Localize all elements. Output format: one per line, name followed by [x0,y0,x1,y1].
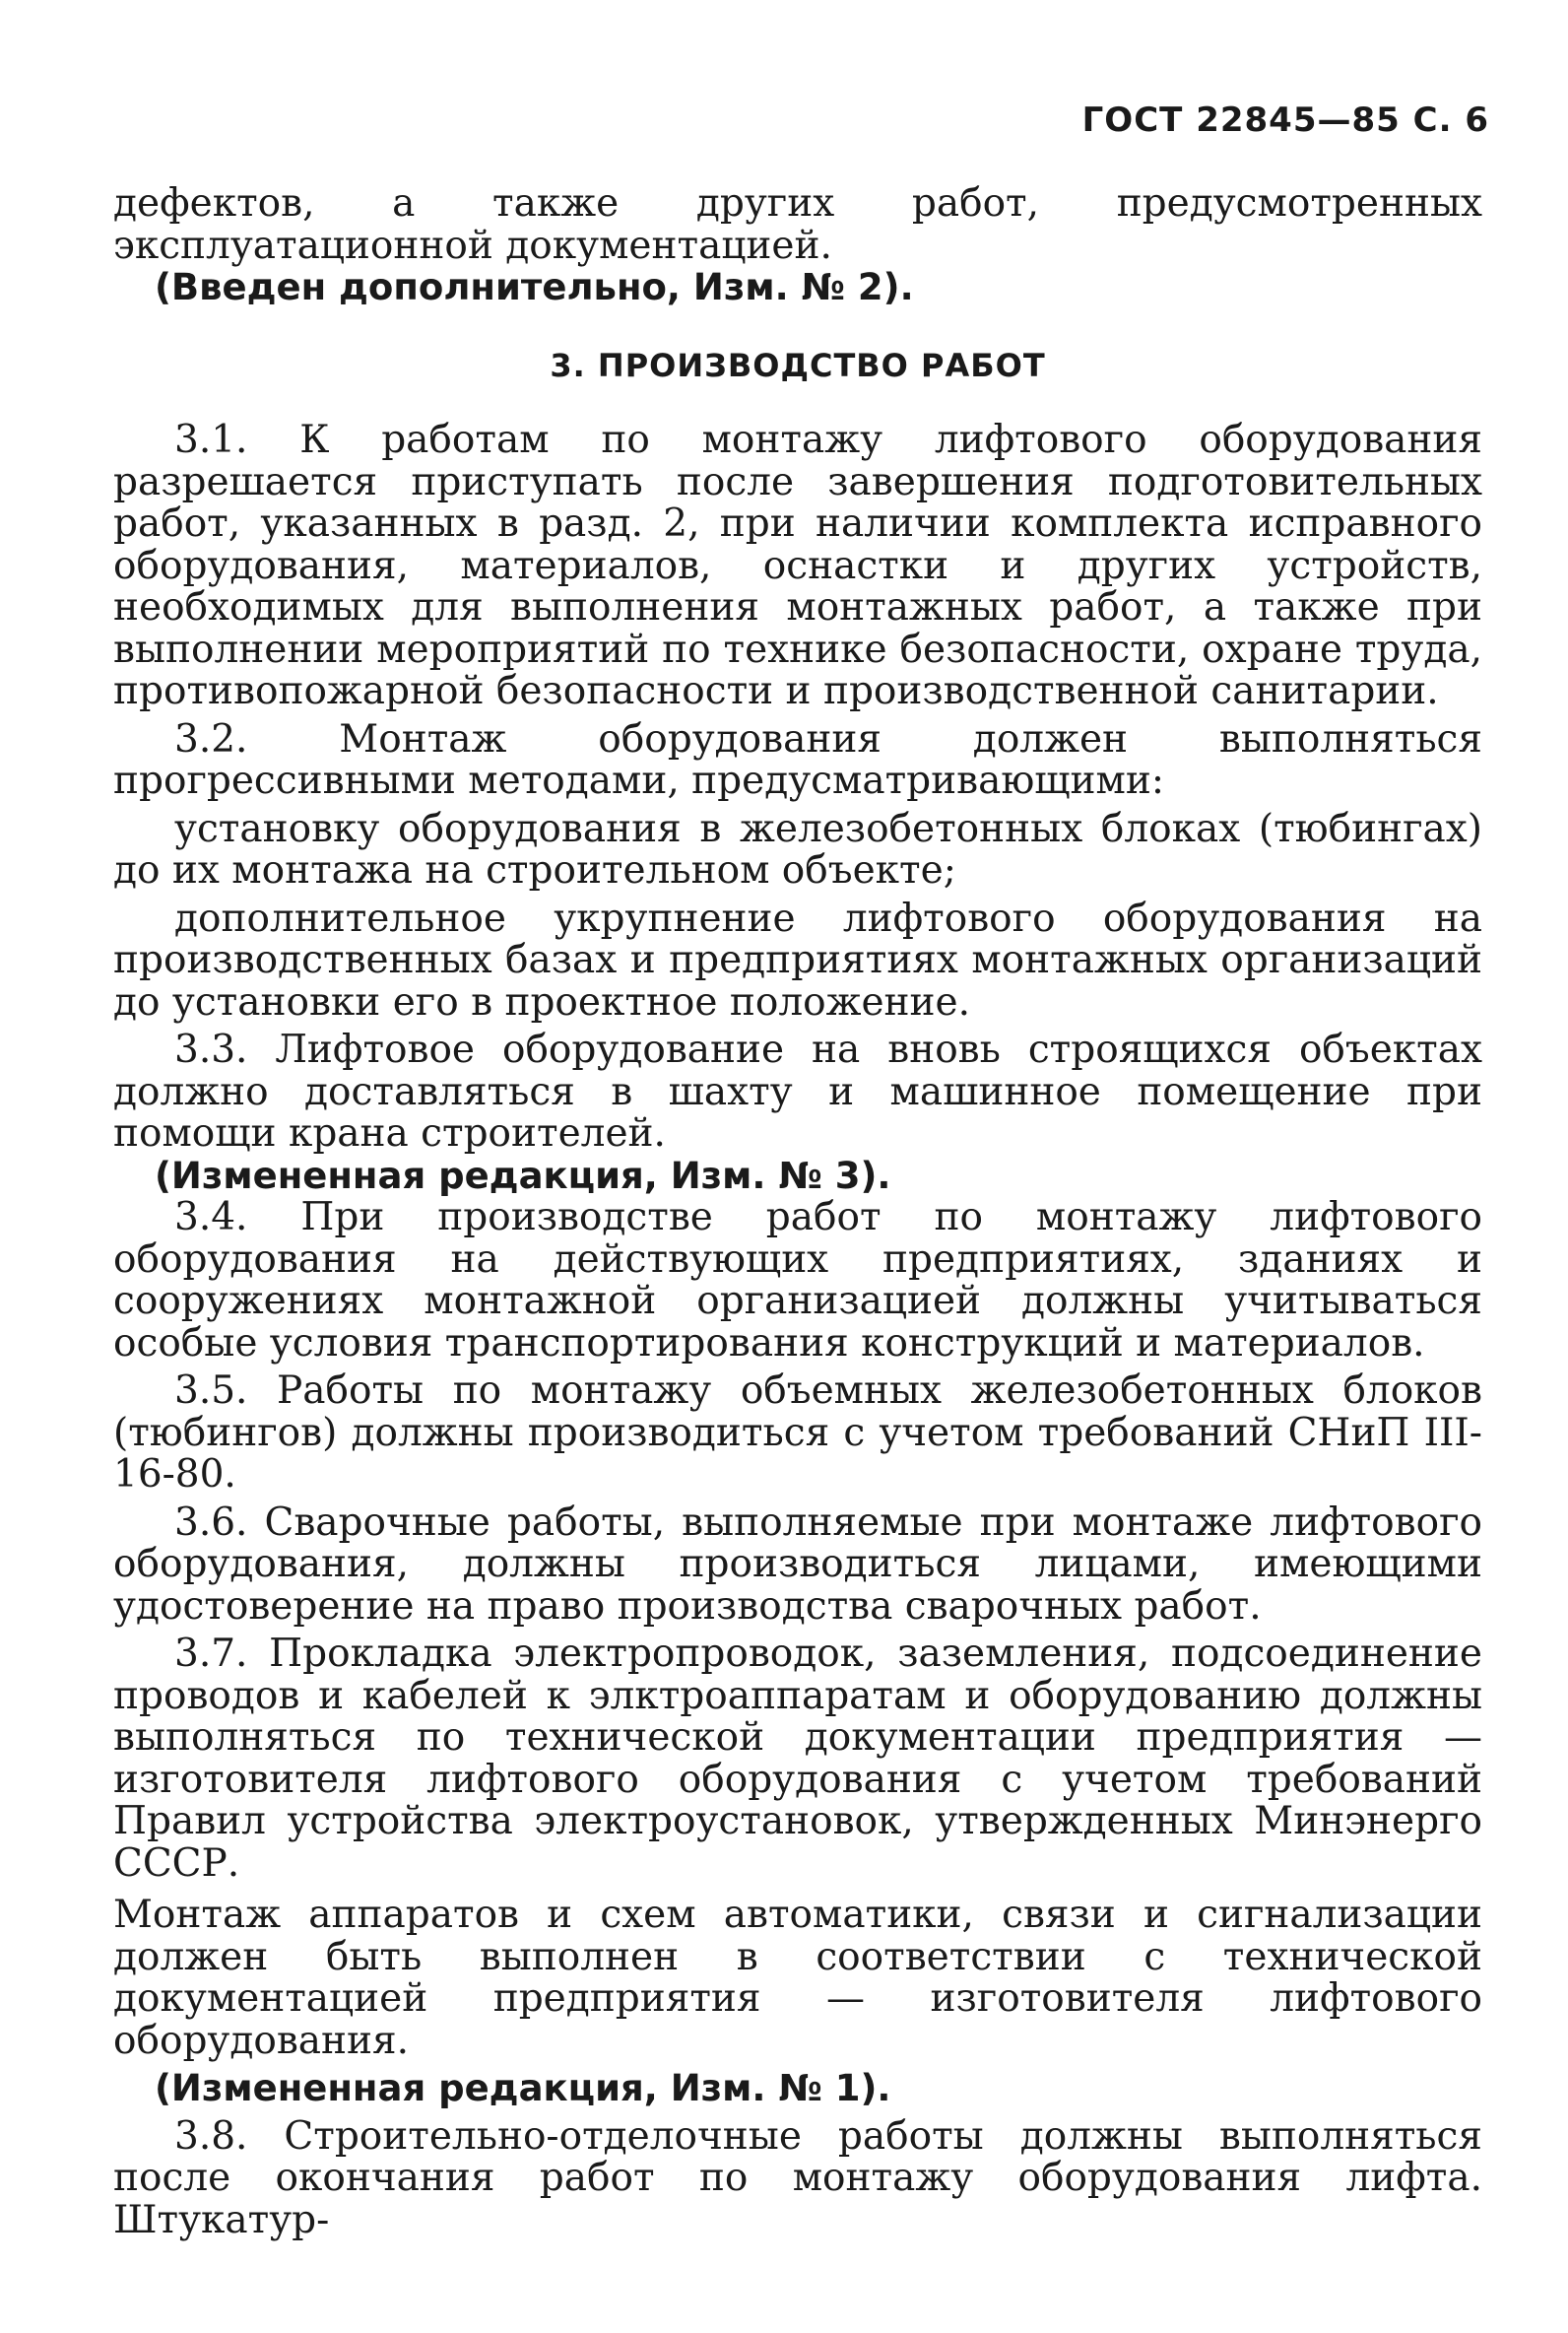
clause-3-3: 3.3. Лифтовое оборудование на вновь строящихся объектах должно доставляться в шахту и машинное помещение при помощи крана строителей. [113,1028,1482,1156]
clause-3-2-item-2: дополнительное укрупнение лифтового оборудования на производственных базах и предприятиях монтажных организаций до установки его в проектное положение. [113,896,1482,1025]
page-header: ГОСТ 22845—85 С. 6 [1081,100,1489,140]
intro-paragraph: дефектов, а также других работ, предусмотренных эксплуатационной документацией. [113,181,1482,268]
clause-3-2: 3.2. Монтаж оборудования должен выполняться прогрессивными методами, предусматривающими: [113,716,1482,803]
clause-3-4: 3.4. При производстве работ по монтажу лифтового оборудования на действующих предприятиях, зданиях и сооружениях монтажной организацией должны учитываться особые условия транспортирования конструкций и материалов. [113,1195,1482,1366]
clause-3-1: 3.1. К работам по монтажу лифтового оборудования разрешается приступать после завершения подготовительных работ, указанных в разд. 2, при наличии комплекта исправного оборудования, материалов, оснастки и других устройств, необходимых для выполнения монтажных работ, а также при выполнении мероприятий по технике безопасности, охране труда, противопожарной безопасности и производственной санитарии. [113,418,1482,713]
clause-3-7-continuation: Монтаж аппаратов и схем автоматики, связи и сигнализации должен быть выполнен в соответствии с технической документацией предприятия — изготовителя лифтового оборудования. [113,1893,1482,2063]
clause-3-7-amendment-note: (Измененная редакция, Изм. № 1). [155,2067,891,2109]
document-body [113,183,1482,2241]
clause-3-8: 3.8. Строительно-отделочные работы должны выполняться после окончания работ по монтажу оборудования лифта. Штукатур- [113,2113,1482,2242]
clause-3-5: 3.5. Работы по монтажу объемных железобетонных блоков (тюбингов) должны производиться с учетом требований СНиП III-16-80. [113,1368,1482,1497]
clause-3-6: 3.6. Сварочные работы, выполняемые при монтаже лифтового оборудования, должны производиться лицами, имеющими удостоверение на право производства сварочных работ. [113,1500,1482,1629]
clause-3-3-amendment-note: (Измененная редакция, Изм. № 3). [155,1154,891,1197]
clause-3-2-item-1: установку оборудования в железобетонных блоках (тюбингах) до их монтажа на строительном объекте; [113,806,1482,893]
section-title: 3. ПРОИЗВОДСТВО РАБОТ [550,346,1046,384]
clause-3-7: 3.7. Прокладка электропроводок, заземления, подсоединение проводов и кабелей к элктроаппаратам и оборудованию должны выполняться по технической документации предприятия — изготовителя лифтового оборудования с учетом требований Правил устройства электроустановок, утвержденных Минэнерго СССР. [113,1632,1482,1886]
intro-amendment-note: (Введен дополнительно, Изм. № 2). [155,266,914,308]
